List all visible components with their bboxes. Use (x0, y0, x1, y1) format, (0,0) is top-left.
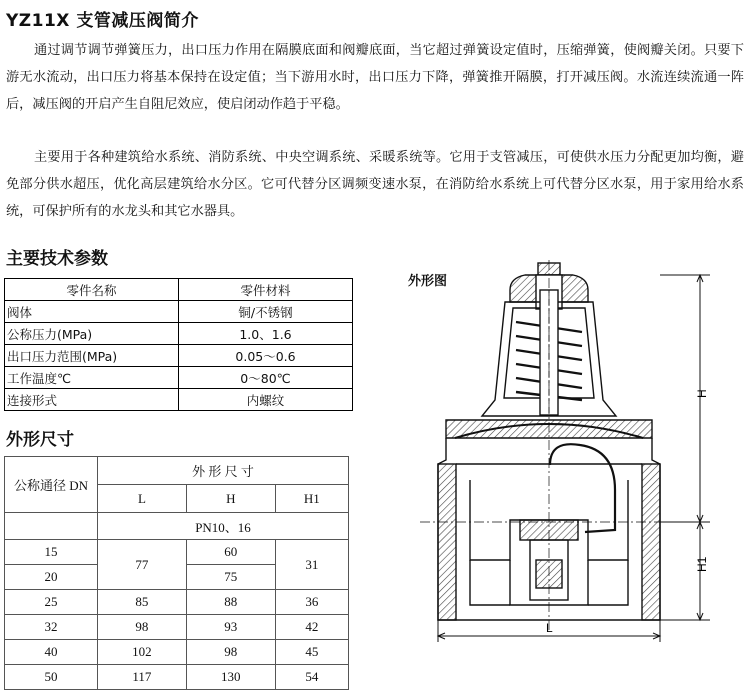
header-part-material: 零件材料 (179, 279, 353, 301)
H1-cell: 45 (275, 640, 348, 665)
dn-cell: 15 (5, 540, 98, 565)
table-row (5, 301, 353, 323)
L-cell: 102 (98, 640, 187, 665)
H1-cell: 31 (275, 540, 348, 590)
L-cell: 98 (98, 615, 187, 640)
header-part-name: 零件名称 (5, 279, 179, 301)
pressure-class: PN10、16 (98, 513, 349, 540)
dn-cell: 32 (5, 615, 98, 640)
table-row (5, 367, 353, 389)
dimension-label-H1: H1 (695, 556, 709, 572)
part-material: 1.0、1.6 (179, 323, 353, 345)
tech-params-table (4, 278, 353, 411)
dimension-label-L: L (546, 621, 553, 635)
header-dimensions-group: 外 形 尺 寸 (98, 457, 349, 485)
empty-cell (5, 513, 98, 540)
intro-paragraph-2: 主要用于各种建筑给水系统、消防系统、中央空调系统、采暖系统等。它用于支管减压，可使供水压力分配更加均衡，避免部分供水超压，优化高层建筑给水分区。它可代替分区调频变速水泵，在消防给水系统上可代替分区水泵，用于家用给水系统，可保护所有的水龙头和其它水器具。 (6, 150, 744, 219)
H1-cell: 36 (275, 590, 348, 615)
dn-cell: 40 (5, 640, 98, 665)
H1-cell: 42 (275, 615, 348, 640)
table-row (5, 540, 349, 565)
part-material: 0～80℃ (179, 367, 353, 389)
H-cell: 130 (186, 665, 275, 690)
table-row (5, 615, 349, 640)
valve-outline-drawing (410, 260, 740, 685)
H1-cell: 54 (275, 665, 348, 690)
H-cell: 75 (186, 565, 275, 590)
part-material: 内螺纹 (179, 389, 353, 411)
dn-cell: 25 (5, 590, 98, 615)
H-cell: 93 (186, 615, 275, 640)
pressure-row (5, 513, 349, 540)
dimensions-heading: 外形尺寸 (6, 430, 74, 450)
part-material: 铜/不锈钢 (179, 301, 353, 323)
H-cell: 60 (186, 540, 275, 565)
header-col-L: L (98, 485, 187, 513)
table-row (5, 345, 353, 367)
part-material: 0.05～0.6 (179, 345, 353, 367)
table-row (5, 665, 349, 690)
part-name: 连接形式 (5, 389, 179, 411)
table-row (5, 640, 349, 665)
table-row (5, 323, 353, 345)
part-name: 出口压力范围(MPa) (5, 345, 179, 367)
intro-paragraph-1: 通过调节调节弹簧压力，出口压力作用在隔膜底面和阀瓣底面，当它超过弹簧设定值时，压缩弹簧，使阀瓣关闭。只要下游无水流动，出口压力将基本保持在设定值；当下游用水时，出口压力下降，弹簧推开隔膜，打开减压阀。水流连续流通一阵后，减压阀的开启产生自阻尼效应，使启闭动作趋于平稳。 (6, 43, 744, 112)
table-row (5, 389, 353, 411)
L-cell: 77 (98, 540, 187, 590)
part-name: 公称压力(MPa) (5, 323, 179, 345)
dimension-label-H: H (695, 389, 709, 398)
H-cell: 98 (186, 640, 275, 665)
page-title: YZ11X 支管减压阀简介 (6, 11, 199, 31)
table-header-row (5, 457, 349, 485)
L-cell: 85 (98, 590, 187, 615)
header-dn: 公称通径 DN (5, 457, 98, 513)
figure-label: 外形图 (408, 274, 448, 289)
header-col-H1: H1 (275, 485, 348, 513)
header-col-H: H (186, 485, 275, 513)
part-name: 阀体 (5, 301, 179, 323)
table-header-row (5, 279, 353, 301)
dn-cell: 50 (5, 665, 98, 690)
H-cell: 88 (186, 590, 275, 615)
L-cell: 117 (98, 665, 187, 690)
tech-params-heading: 主要技术参数 (6, 249, 108, 269)
table-row (5, 590, 349, 615)
dn-cell: 20 (5, 565, 98, 590)
part-name: 工作温度℃ (5, 367, 179, 389)
dimensions-table (4, 456, 349, 690)
